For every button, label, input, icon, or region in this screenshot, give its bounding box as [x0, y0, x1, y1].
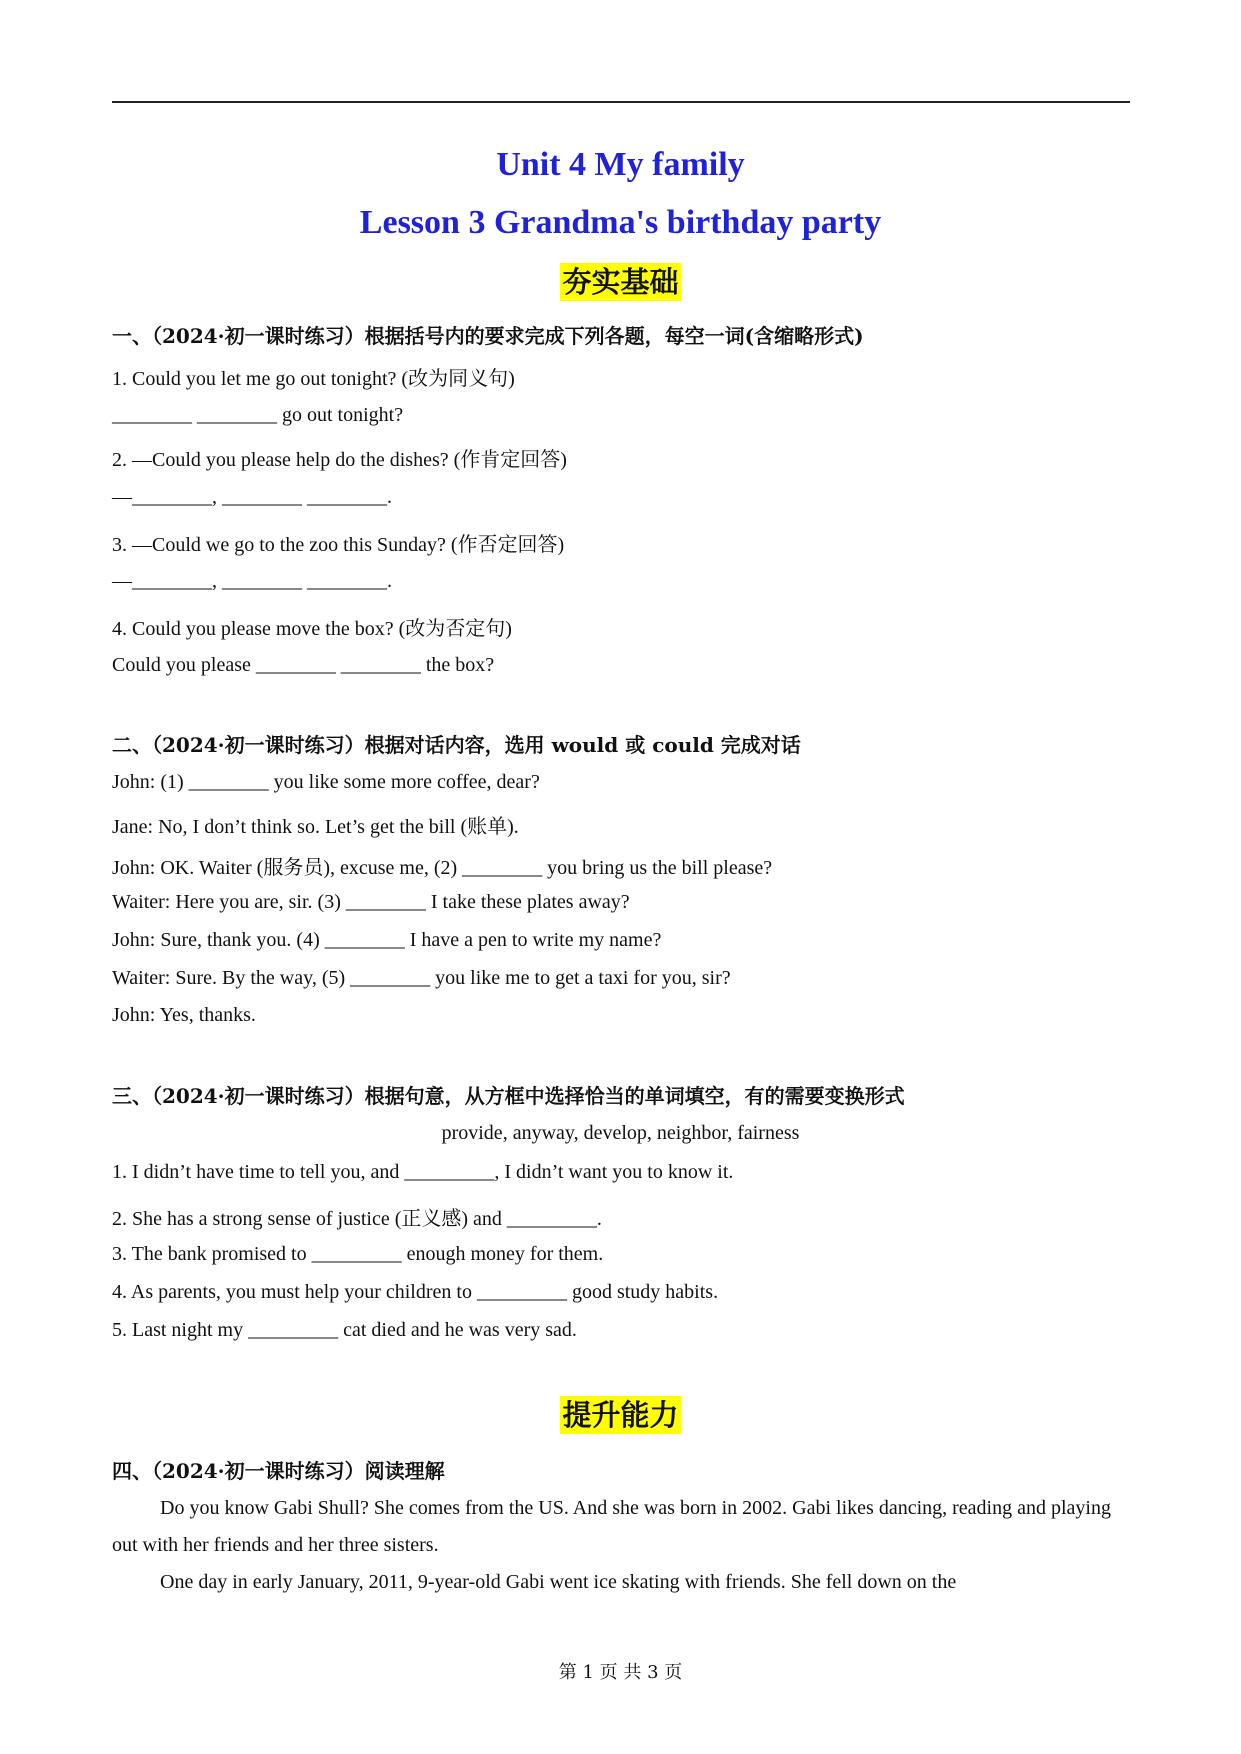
header-rule: [112, 101, 1130, 103]
reading-paragraph: One day in early January, 2011, 9-year-old Gabi went ice skating with friends. She fell down on the: [160, 1571, 957, 1593]
answer-line: Could you please ________ ________ the box?: [112, 654, 495, 676]
fill-line: 2. She has a strong sense of justice (正义感) and _________.: [112, 1208, 602, 1230]
word-box: provide, anyway, develop, neighbor, fairness: [441, 1122, 800, 1144]
section-1-heading: 一、（2024·初一课时练习）根据括号内的要求完成下列各题，每空一词(含缩略形式): [112, 324, 864, 348]
lesson-title: Lesson 3 Grandma's birthday party: [359, 204, 882, 241]
section-band-advanced: [0, 1393, 1241, 1434]
answer-line: —________, ________ ________.: [112, 486, 392, 508]
fill-line: 3. The bank promised to _________ enough money for them.: [112, 1243, 604, 1265]
band-label: 提升能力: [562, 1398, 679, 1432]
section-4-heading: 四、（2024·初一课时练习）阅读理解: [112, 1459, 445, 1483]
unit-title: Unit 4 My family: [496, 146, 745, 183]
dialog-line: John: Yes, thanks.: [112, 1004, 256, 1026]
fill-line: 1. I didn’t have time to tell you, and _________, I didn’t want you to know it.: [112, 1161, 734, 1183]
dialog-line: John: OK. Waiter (服务员), excuse me, (2) ________ you bring us the bill please?: [112, 857, 773, 879]
fill-line: 4. As parents, you must help your children to _________ good study habits.: [112, 1281, 719, 1303]
page-footer: 第 1 页 共 3 页: [558, 1662, 683, 1683]
question-line: 1. Could you let me go out tonight? (改为同义句): [112, 368, 515, 390]
dialog-line: Jane: No, I don’t think so. Let’s get the bill (账单).: [112, 816, 519, 838]
section-3-heading: 三、（2024·初一课时练习）根据句意，从方框中选择恰当的单词填空，有的需要变换形式: [112, 1084, 905, 1108]
section-2-heading: 二、（2024·初一课时练习）根据对话内容，选用 would 或 could 完成对话: [112, 733, 801, 757]
question-line: 3. —Could we go to the zoo this Sunday? (作否定回答): [112, 534, 565, 556]
answer-line: —________, ________ ________.: [112, 570, 392, 592]
dialog-line: Waiter: Here you are, sir. (3) ________ I take these plates away?: [112, 891, 630, 913]
question-line: 4. Could you please move the box? (改为否定句): [112, 618, 512, 640]
dialog-line: John: (1) ________ you like some more coffee, dear?: [112, 771, 540, 793]
band-label: 夯实基础: [562, 265, 679, 299]
reading-paragraph: Do you know Gabi Shull? She comes from the US. And she was born in 2002. Gabi likes dancing, reading and playing out with her friends and her three sisters.: [112, 1497, 1111, 1556]
section-band-basic: [0, 260, 1241, 301]
dialog-line: Waiter: Sure. By the way, (5) ________ you like me to get a taxi for you, sir?: [112, 967, 731, 989]
dialog-line: John: Sure, thank you. (4) ________ I have a pen to write my name?: [112, 929, 662, 951]
fill-line: 5. Last night my _________ cat died and he was very sad.: [112, 1319, 577, 1341]
question-line: 2. —Could you please help do the dishes? (作肯定回答): [112, 449, 567, 471]
answer-line: ________ ________ go out tonight?: [112, 404, 404, 426]
